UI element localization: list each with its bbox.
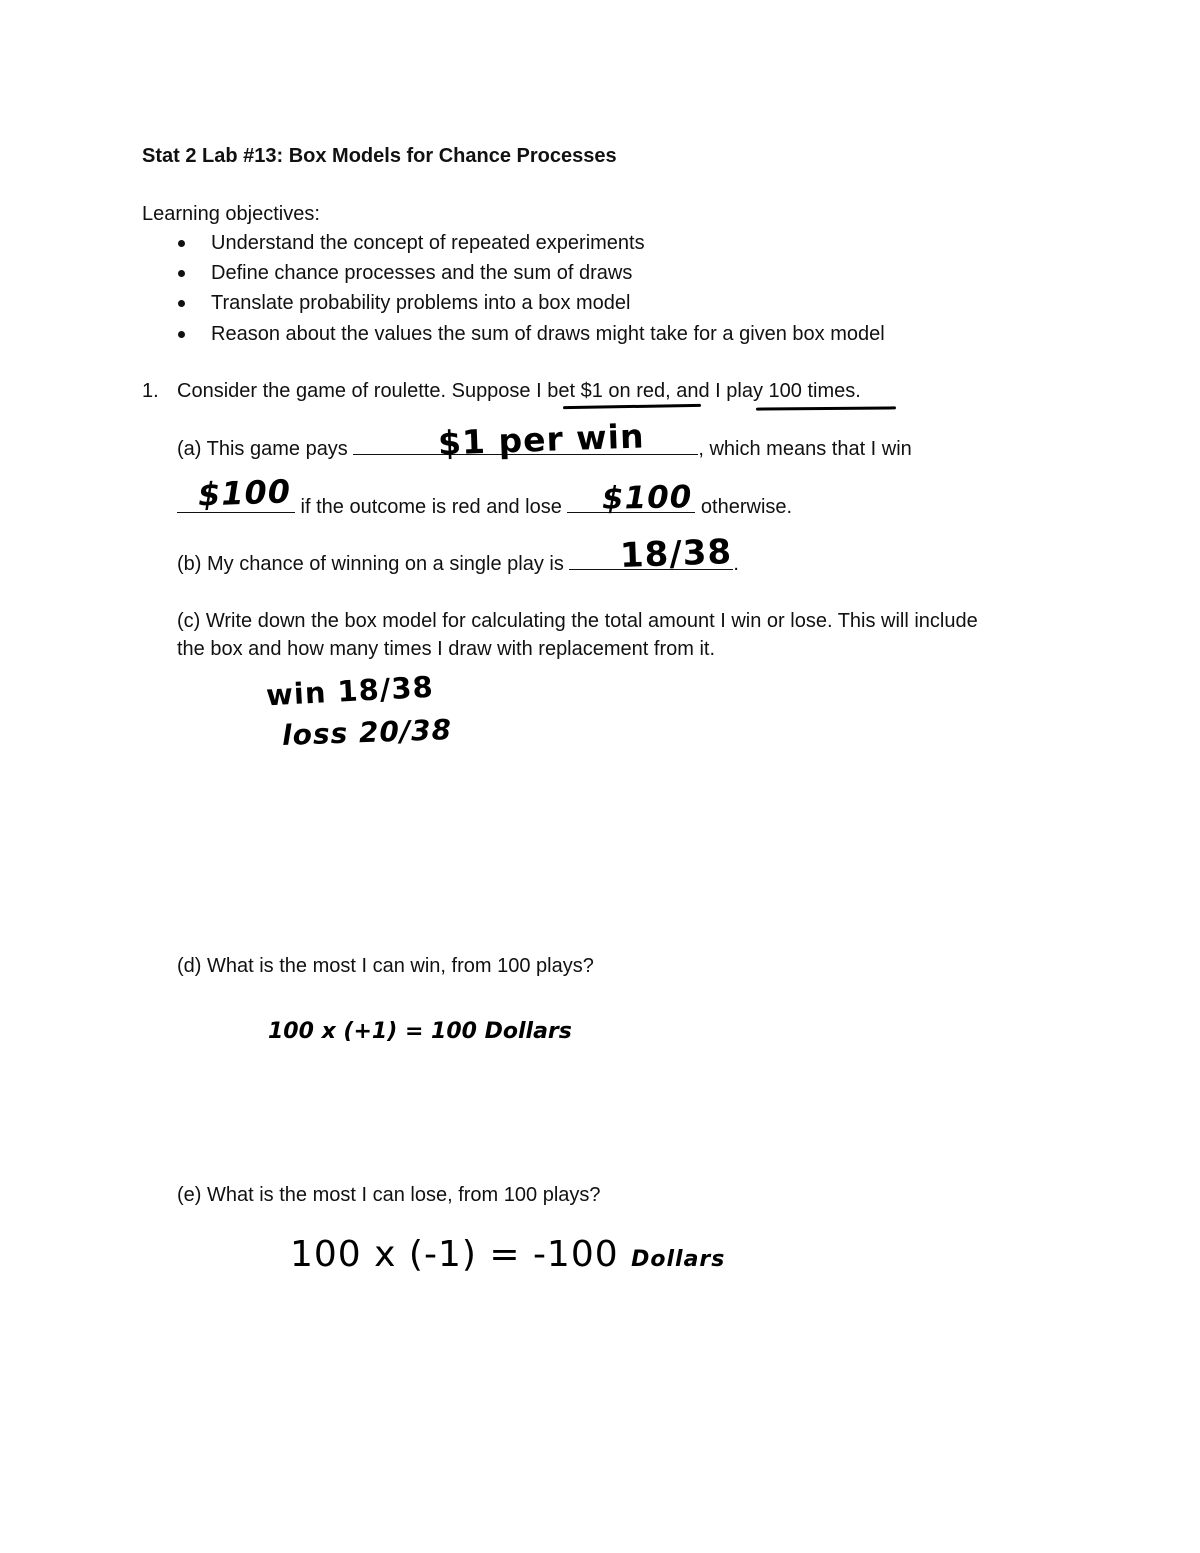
handwritten-box-model-loss: loss 20/38 bbox=[281, 713, 453, 752]
handwritten-answer-lose: $100 bbox=[601, 479, 693, 517]
part-d-question: (d) What is the most I can win, from 100 plays? bbox=[177, 955, 594, 977]
handwritten-underline bbox=[563, 404, 701, 409]
part-a-line2: if the outcome is red and lose otherwise. bbox=[177, 494, 792, 519]
question-1-text: Consider the game of roulette. Suppose I bet $1 on red, and I play 100 times. bbox=[177, 380, 861, 402]
objective-item: Reason about the values the sum of draws might take for a given box model bbox=[211, 323, 885, 345]
handwritten-answer-most-lose: 100 x (-1) = -100 Dollars bbox=[290, 1234, 726, 1275]
handwritten-underline bbox=[756, 406, 896, 410]
part-c-line1: (c) Write down the box model for calculating the total amount I win or lose. This will include bbox=[177, 610, 978, 632]
bullet bbox=[178, 270, 185, 277]
part-a-line1: (a) This game pays , which means that I win bbox=[177, 438, 912, 460]
bullet bbox=[178, 331, 185, 338]
bullet bbox=[178, 240, 185, 247]
objective-item: Define chance processes and the sum of draws bbox=[211, 262, 633, 284]
handwritten-answer-pays: $1 per win bbox=[437, 416, 646, 463]
bullet bbox=[178, 300, 185, 307]
part-c-line2: the box and how many times I draw with replacement from it. bbox=[177, 638, 716, 660]
part-e-question: (e) What is the most I can lose, from 100 plays? bbox=[177, 1184, 601, 1206]
handwritten-answer-win: $100 bbox=[197, 472, 292, 514]
handwritten-answer-most-win: 100 x (+1) = 100 Dollars bbox=[268, 1019, 572, 1044]
question-number: 1. bbox=[142, 380, 159, 402]
objective-item: Understand the concept of repeated experiments bbox=[211, 232, 645, 254]
objective-item: Translate probability problems into a box model bbox=[211, 292, 631, 314]
part-b: (b) My chance of winning on a single play is . bbox=[177, 553, 739, 575]
handwritten-box-model-win: win 18/38 bbox=[265, 669, 435, 713]
objectives-heading: Learning objectives: bbox=[142, 203, 320, 225]
page-title: Stat 2 Lab #13: Box Models for Chance Processes bbox=[142, 145, 617, 167]
handwritten-answer-chance: 18/38 bbox=[619, 532, 733, 576]
